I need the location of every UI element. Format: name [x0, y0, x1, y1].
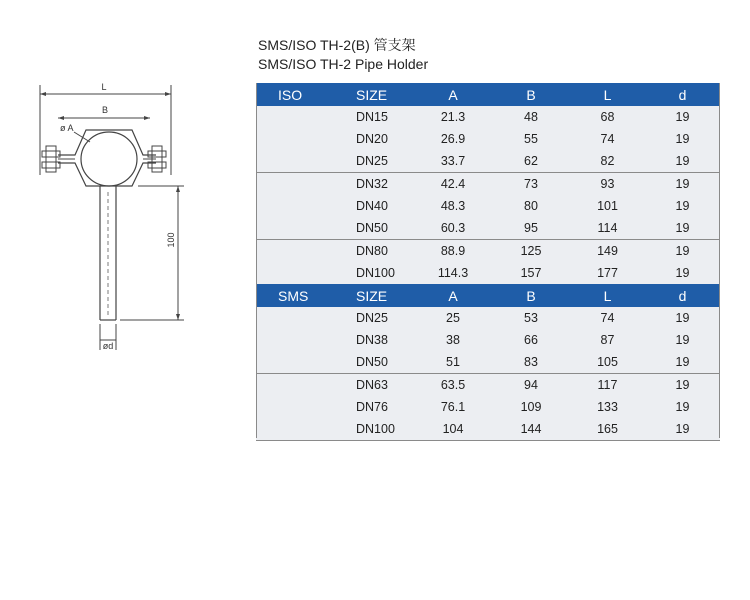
value-cell-d: 19: [675, 355, 690, 369]
value-cell-d: 19: [645, 418, 720, 441]
standard-cell: [256, 374, 334, 397]
value-cell-b: 94: [492, 374, 570, 397]
value-cell-d: 19: [675, 400, 690, 414]
pipe-holder-drawing: [28, 80, 198, 360]
value-cell-a: 21.3: [440, 110, 466, 124]
size-cell: DN50: [356, 221, 388, 235]
value-cell-d: 19: [675, 132, 690, 146]
standard-cell: [256, 351, 334, 374]
dim-d-label: ød: [102, 341, 114, 351]
standard-cell: [256, 195, 334, 217]
value-cell-b: 73: [492, 173, 570, 196]
table-row: [256, 128, 720, 150]
nut-right-top: [148, 151, 166, 157]
table-frame-right: [719, 83, 720, 438]
value-cell-a: 76.1: [440, 400, 466, 414]
value-cell-l: 87: [600, 333, 615, 347]
arrow-icon: [165, 92, 171, 96]
value-cell-a: 63.5: [414, 374, 492, 397]
value-cell-b: 48: [524, 110, 538, 124]
title-block: [258, 36, 428, 74]
value-cell-b: 53: [524, 311, 538, 325]
value-cell-b: 95: [524, 221, 538, 235]
size-cell: DN32: [334, 173, 414, 196]
standard-cell: [256, 217, 334, 240]
arrow-icon: [144, 116, 150, 120]
value-cell-b: 80: [524, 199, 538, 213]
value-cell-a: 33.7: [440, 154, 466, 168]
value-cell-b: 144: [492, 418, 570, 441]
size-cell: DN25: [356, 311, 388, 325]
column-header: L: [570, 284, 645, 307]
value-cell-a: 42.4: [414, 173, 492, 196]
table-row: [256, 351, 720, 374]
value-cell-l: 114: [597, 221, 618, 235]
value-cell-d: 19: [675, 333, 690, 347]
standard-cell: [256, 329, 334, 351]
value-cell-a: 104: [414, 418, 492, 441]
table-row: [256, 396, 720, 418]
value-cell-d: 19: [645, 374, 720, 397]
table-row: [256, 150, 720, 173]
value-cell-l: 101: [597, 199, 618, 213]
value-cell-l: 93: [570, 173, 645, 196]
table-row: [256, 329, 720, 351]
value-cell-a: 48.3: [440, 199, 466, 213]
standard-cell: [256, 307, 334, 329]
standard-cell: [256, 128, 334, 150]
column-header: d: [645, 83, 720, 106]
arrow-icon: [58, 116, 64, 120]
standard-cell: [256, 262, 334, 284]
size-cell: DN40: [356, 199, 388, 213]
nut-left-bottom: [42, 162, 60, 168]
table-row: [256, 173, 720, 196]
dim-A-label: ø A: [60, 123, 74, 133]
value-cell-l: 82: [600, 154, 615, 168]
value-cell-l: 177: [597, 266, 618, 280]
arrow-icon: [176, 186, 180, 192]
section-header-sms: [256, 284, 720, 307]
section-header-iso: [256, 83, 720, 106]
title-chinese: SMS/ISO TH-2(B) 管支架: [258, 37, 416, 53]
value-cell-l: 74: [600, 132, 615, 146]
spec-table: [256, 83, 720, 441]
size-cell: DN38: [356, 333, 388, 347]
nut-left-top: [42, 151, 60, 157]
size-cell: DN63: [334, 374, 414, 397]
table-row: [256, 418, 720, 441]
value-cell-d: 19: [675, 199, 690, 213]
standard-label: ISO: [256, 83, 334, 106]
value-cell-d: 19: [675, 154, 690, 168]
value-cell-a: 114.3: [437, 266, 469, 280]
standard-cell: [256, 240, 334, 263]
dim-L-label: L: [101, 82, 107, 92]
size-cell: DN76: [356, 400, 388, 414]
table-row: [256, 106, 720, 128]
value-cell-a: 88.9: [414, 240, 492, 263]
table-row: [256, 374, 720, 397]
value-cell-a: 38: [446, 333, 460, 347]
value-cell-d: 19: [675, 266, 690, 280]
size-cell: DN15: [356, 110, 388, 124]
standard-cell: [256, 173, 334, 196]
table-frame-left: [256, 83, 257, 438]
title-english: SMS/ISO TH-2 Pipe Holder: [258, 56, 429, 72]
arrow-icon: [176, 314, 180, 320]
table-row: [256, 262, 720, 284]
value-cell-d: 19: [675, 221, 690, 235]
table-row: [256, 240, 720, 263]
value-cell-d: 19: [675, 110, 690, 124]
standard-cell: [256, 150, 334, 173]
arrow-icon: [40, 92, 46, 96]
table-row: [256, 195, 720, 217]
value-cell-d: 19: [645, 240, 720, 263]
standard-cell: [256, 106, 334, 128]
value-cell-d: 19: [645, 173, 720, 196]
column-header: A: [414, 83, 492, 106]
standard-cell: [256, 396, 334, 418]
value-cell-a: 51: [446, 355, 460, 369]
value-cell-d: 19: [675, 311, 690, 325]
size-cell: DN50: [356, 355, 388, 369]
clamp-upper: [58, 130, 156, 155]
dim-B-label: B: [101, 105, 109, 115]
value-cell-a: 25: [446, 311, 460, 325]
value-cell-l: 68: [600, 110, 615, 124]
value-cell-l: 74: [600, 311, 615, 325]
value-cell-b: 109: [520, 400, 542, 414]
value-cell-b: 66: [524, 333, 538, 347]
value-cell-b: 83: [524, 355, 538, 369]
size-cell: DN25: [356, 154, 388, 168]
size-cell: DN100: [356, 266, 395, 280]
standard-cell: [256, 418, 334, 441]
column-header: SIZE: [334, 83, 414, 106]
value-cell-a: 26.9: [440, 132, 466, 146]
clamp-lower: [58, 163, 156, 186]
column-header: A: [414, 284, 492, 307]
value-cell-l: 165: [570, 418, 645, 441]
pipe-circle: [81, 132, 137, 186]
column-header: B: [492, 83, 570, 106]
column-header: SIZE: [334, 284, 414, 307]
value-cell-l: 133: [597, 400, 618, 414]
value-cell-b: 62: [524, 154, 538, 168]
dim-height-label: 100: [166, 232, 176, 248]
value-cell-l: 149: [570, 240, 645, 263]
value-cell-b: 125: [492, 240, 570, 263]
table-row: [256, 217, 720, 240]
size-cell: DN100: [334, 418, 414, 441]
value-cell-l: 117: [570, 374, 645, 397]
column-header: L: [570, 83, 645, 106]
column-header: B: [492, 284, 570, 307]
value-cell-b: 55: [524, 132, 538, 146]
size-cell: DN80: [334, 240, 414, 263]
standard-label: SMS: [256, 284, 334, 307]
value-cell-b: 157: [520, 266, 542, 280]
table-row: [256, 307, 720, 329]
column-header: d: [645, 284, 720, 307]
size-cell: DN20: [356, 132, 388, 146]
value-cell-a: 60.3: [440, 221, 466, 235]
value-cell-l: 105: [597, 355, 618, 369]
